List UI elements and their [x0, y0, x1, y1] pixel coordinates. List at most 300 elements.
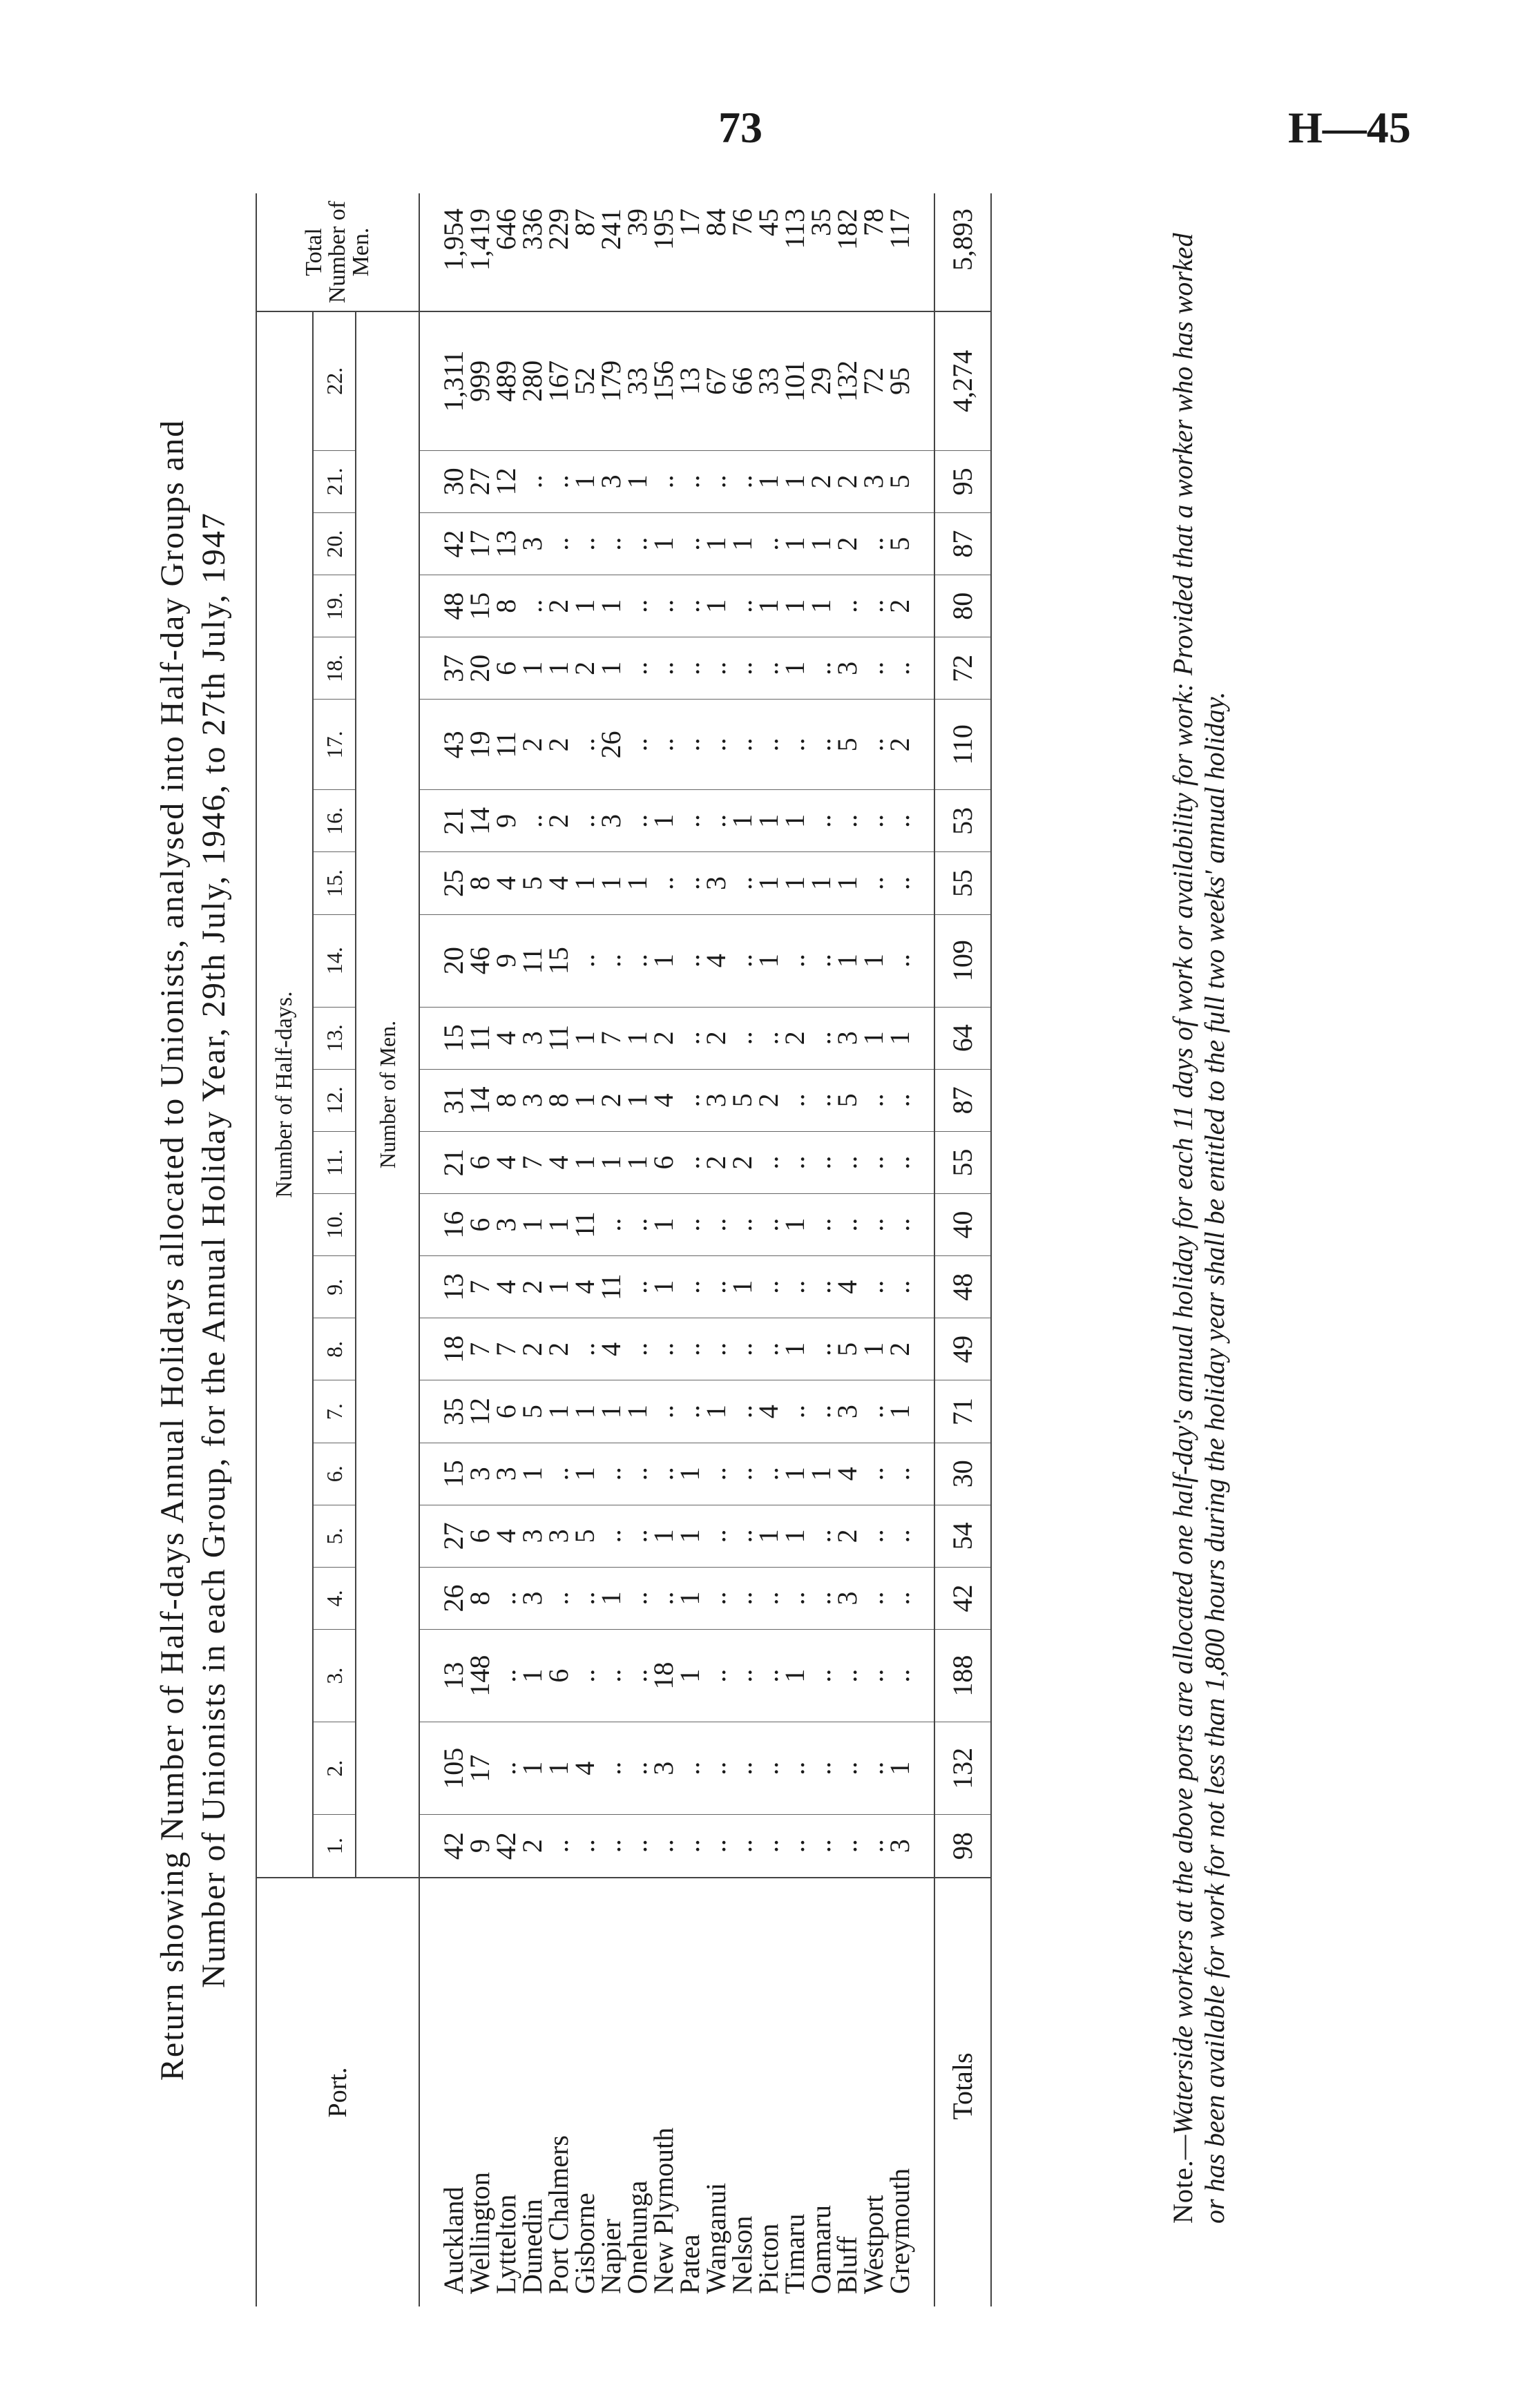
table-cell: 1: [782, 1630, 808, 1722]
table-cell: ..: [598, 1815, 624, 1878]
table-cell: ..: [861, 1630, 887, 1722]
table-cell: 2: [808, 450, 834, 512]
row-total: 117: [887, 193, 934, 311]
table-cell: 5: [887, 450, 934, 512]
table-cell: 4: [572, 1256, 598, 1318]
table-cell: ..: [808, 1069, 834, 1131]
table-cell: 7: [493, 1318, 519, 1380]
table-cell: 1: [598, 1380, 624, 1443]
table-cell: ..: [834, 1194, 861, 1256]
table-cell: 1: [651, 790, 677, 852]
table-row: [598, 193, 624, 2306]
table-cell: 105: [419, 1722, 467, 1815]
table-cell: 2: [756, 1069, 782, 1131]
table-cell: ..: [624, 637, 651, 700]
port-name: Wanganui: [703, 1878, 729, 2306]
table-cell: ..: [493, 1567, 519, 1629]
table-cell: 5: [519, 852, 546, 914]
table-cell: 1: [756, 575, 782, 637]
table-cell: 1: [572, 575, 598, 637]
men-header: Number of Men.: [356, 311, 419, 1878]
table-cell: ..: [703, 1567, 729, 1629]
table-cell: ..: [703, 1256, 729, 1318]
table-cell: ..: [861, 512, 887, 575]
table-cell: ..: [756, 1256, 782, 1318]
table-cell: 20: [467, 637, 493, 700]
table-cell: 6: [546, 1630, 572, 1722]
table-cell: 26: [598, 700, 624, 790]
table-cell: 1: [834, 852, 861, 914]
page-reference: H—45: [1288, 103, 1411, 152]
table-cell: 67: [703, 311, 729, 450]
table-cell: ..: [729, 1194, 756, 1256]
table-cell: 1: [546, 1256, 572, 1318]
table-cell: 11: [598, 1256, 624, 1318]
table-cell: 1: [598, 1131, 624, 1193]
table-cell: ..: [624, 512, 651, 575]
total-cell: 64: [934, 1007, 991, 1069]
table-cell: ..: [624, 575, 651, 637]
table-cell: ..: [703, 790, 729, 852]
table-cell: 11: [493, 700, 519, 790]
table-cell: 179: [598, 311, 624, 450]
table-row: [519, 193, 546, 2306]
port-name: Patea: [677, 1878, 703, 2306]
table-cell: ..: [572, 1815, 598, 1878]
table-cell: 2: [546, 700, 572, 790]
table-cell: ..: [546, 1567, 572, 1629]
table-cell: 6: [493, 1380, 519, 1443]
table-cell: ..: [782, 1815, 808, 1878]
table-cell: 148: [467, 1630, 493, 1722]
table-cell: ..: [887, 1256, 934, 1318]
table-cell: 46: [467, 914, 493, 1007]
table-cell: 5: [729, 1069, 756, 1131]
table-cell: 14: [467, 1069, 493, 1131]
table-cell: ..: [703, 1443, 729, 1505]
table-cell: 8: [467, 1567, 493, 1629]
table-cell: ..: [729, 637, 756, 700]
table-cell: 2: [834, 1505, 861, 1567]
table-cell: 1: [546, 1194, 572, 1256]
row-total: 76: [729, 193, 756, 311]
table-cell: ..: [861, 1256, 887, 1318]
table-cell: ..: [729, 700, 756, 790]
total-cell: 4,274: [934, 311, 991, 450]
total-cell: 109: [934, 914, 991, 1007]
table-cell: 33: [624, 311, 651, 450]
table-cell: 4: [598, 1318, 624, 1380]
column-header: 2.: [313, 1722, 356, 1815]
column-header: 14.: [313, 914, 356, 1007]
table-cell: 8: [467, 852, 493, 914]
total-cell: 55: [934, 1131, 991, 1193]
table-cell: 26: [419, 1567, 467, 1629]
table-cell: 1: [756, 914, 782, 1007]
grand-total: 5,893: [934, 193, 991, 311]
note-text: —Waterside workers at the above ports are allocated one half-day's annual holiday for each 11 days of work or availability for work: Provided that a worker who has worked or has been available for work for not less than 1,800 hours during the holiday year shall be entitled to the full two weeks' annual holiday.: [1167, 233, 1230, 2224]
column-header: 6.: [313, 1443, 356, 1505]
table-cell: 14: [467, 790, 493, 852]
table-cell: ..: [729, 914, 756, 1007]
table-cell: ..: [677, 1815, 703, 1878]
table-cell: 2: [519, 1256, 546, 1318]
table-cell: 27: [467, 450, 493, 512]
table-cell: ..: [677, 637, 703, 700]
table-cell: ..: [861, 790, 887, 852]
table-cell: 21: [419, 1131, 467, 1193]
table-cell: 1: [808, 1443, 834, 1505]
total-cell: 132: [934, 1722, 991, 1815]
column-header: 19.: [313, 575, 356, 637]
table-cell: ..: [808, 1256, 834, 1318]
table-cell: 101: [782, 311, 808, 450]
table-cell: ..: [624, 1630, 651, 1722]
table-cell: 20: [419, 914, 467, 1007]
table-cell: 5: [887, 512, 934, 575]
table-cell: ..: [756, 1194, 782, 1256]
table-cell: 13: [493, 512, 519, 575]
column-header: 1.: [313, 1815, 356, 1878]
table-cell: ..: [677, 914, 703, 1007]
column-header: 4.: [313, 1567, 356, 1629]
table-cell: ..: [834, 1815, 861, 1878]
table-cell: ..: [756, 1443, 782, 1505]
table-cell: ..: [572, 1630, 598, 1722]
table-cell: ..: [519, 575, 546, 637]
row-total: 1,954: [419, 193, 467, 311]
table-cell: 1: [598, 1567, 624, 1629]
table-cell: 7: [467, 1256, 493, 1318]
table-cell: 280: [519, 311, 546, 450]
table-cell: 3: [493, 1194, 519, 1256]
table-cell: ..: [729, 1380, 756, 1443]
table-cell: 3: [651, 1722, 677, 1815]
rotated-table-sheet: [152, 193, 1285, 2306]
table-cell: ..: [624, 1443, 651, 1505]
table-cell: 95: [887, 311, 934, 450]
port-name: Gisborne: [572, 1878, 598, 2306]
table-cell: ..: [861, 1815, 887, 1878]
table-cell: ..: [572, 914, 598, 1007]
note-label: Note.: [1167, 2159, 1198, 2224]
row-total: 45: [756, 193, 782, 311]
table-cell: 3: [519, 1069, 546, 1131]
table-row: [782, 193, 808, 2306]
total-cell: 110: [934, 700, 991, 790]
table-cell: 1: [598, 852, 624, 914]
total-cell: 30: [934, 1443, 991, 1505]
table-cell: ..: [651, 450, 677, 512]
total-cell: 87: [934, 512, 991, 575]
table-cell: 2: [519, 700, 546, 790]
footnote: [1167, 221, 1231, 2224]
table-cell: 42: [419, 512, 467, 575]
table-cell: ..: [756, 700, 782, 790]
table-cell: 1: [572, 1131, 598, 1193]
table-cell: 1: [808, 512, 834, 575]
table-cell: 15: [467, 575, 493, 637]
table-cell: ..: [624, 1194, 651, 1256]
total-cell: 80: [934, 575, 991, 637]
table-cell: ..: [651, 1380, 677, 1443]
table-cell: 6: [467, 1505, 493, 1567]
table-cell: ..: [677, 1318, 703, 1380]
title-line-2: Number of Unionists in each Group, for the Annual Holiday Year, 29th July, 1946, to 27th July, 1947: [195, 512, 232, 1988]
table-cell: ..: [887, 1630, 934, 1722]
table-cell: ..: [677, 512, 703, 575]
table-cell: 1: [782, 1318, 808, 1380]
table-cell: ..: [782, 1722, 808, 1815]
table-cell: 30: [419, 450, 467, 512]
table-cell: ..: [572, 700, 598, 790]
table-cell: ..: [598, 512, 624, 575]
table-cell: 1: [624, 1007, 651, 1069]
table-cell: 2: [887, 1318, 934, 1380]
table-cell: ..: [756, 1722, 782, 1815]
table-cell: ..: [887, 637, 934, 700]
table-cell: 2: [887, 700, 934, 790]
table-cell: 2: [729, 1131, 756, 1193]
row-total: 39: [624, 193, 651, 311]
table-cell: 1: [756, 790, 782, 852]
table-cell: 1: [624, 1131, 651, 1193]
total-cell: 188: [934, 1630, 991, 1722]
table-cell: 3: [493, 1443, 519, 1505]
port-name: Dunedin: [519, 1878, 546, 2306]
table-row: [493, 193, 519, 2306]
table-cell: 1: [782, 575, 808, 637]
table-cell: 11: [546, 1007, 572, 1069]
table-cell: 489: [493, 311, 519, 450]
table-cell: ..: [808, 700, 834, 790]
table-cell: 37: [419, 637, 467, 700]
table-cell: 19: [467, 700, 493, 790]
table-cell: 5: [834, 1069, 861, 1131]
table-cell: 1: [834, 914, 861, 1007]
table-cell: 1: [729, 790, 756, 852]
total-cell: 72: [934, 637, 991, 700]
table-cell: 1: [703, 1380, 729, 1443]
totals-label: Totals: [934, 1878, 991, 2306]
table-cell: 7: [598, 1007, 624, 1069]
table-cell: 4: [493, 1256, 519, 1318]
table-cell: ..: [887, 790, 934, 852]
table-cell: 72: [861, 311, 887, 450]
table-cell: 1: [677, 1443, 703, 1505]
table-cell: 1: [572, 1443, 598, 1505]
table-cell: 3: [519, 1505, 546, 1567]
table-cell: ..: [861, 1131, 887, 1193]
table-cell: 1: [887, 1007, 934, 1069]
column-header: 21.: [313, 450, 356, 512]
column-header: 22.: [313, 311, 356, 450]
table-cell: 3: [861, 450, 887, 512]
table-cell: ..: [861, 1380, 887, 1443]
table-cell: ..: [729, 1630, 756, 1722]
table-cell: ..: [677, 1380, 703, 1443]
table-cell: ..: [546, 1815, 572, 1878]
table-cell: ..: [887, 1131, 934, 1193]
table-cell: ..: [651, 1567, 677, 1629]
table-cell: ..: [703, 1722, 729, 1815]
table-cell: 3: [703, 852, 729, 914]
row-total: 336: [519, 193, 546, 311]
port-name: Lyttelton: [493, 1878, 519, 2306]
table-cell: 2: [703, 1131, 729, 1193]
table-cell: 5: [834, 700, 861, 790]
table-cell: ..: [624, 790, 651, 852]
table-cell: ..: [572, 1318, 598, 1380]
table-cell: 11: [572, 1194, 598, 1256]
table-cell: ..: [729, 450, 756, 512]
table-cell: 6: [493, 637, 519, 700]
row-total: 17: [677, 193, 703, 311]
table-row: [887, 193, 934, 2306]
port-name: Auckland: [419, 1878, 467, 2306]
table-cell: 13: [419, 1630, 467, 1722]
table-cell: 1: [782, 790, 808, 852]
table-cell: 1: [572, 1069, 598, 1131]
table-cell: ..: [808, 790, 834, 852]
table-cell: ..: [756, 512, 782, 575]
row-total: 182: [834, 193, 861, 311]
column-header: 5.: [313, 1505, 356, 1567]
table-cell: ..: [861, 852, 887, 914]
table-cell: ..: [861, 637, 887, 700]
table-row: [572, 193, 598, 2306]
table-cell: ..: [651, 575, 677, 637]
table-cell: ..: [598, 1722, 624, 1815]
table-cell: ..: [861, 1722, 887, 1815]
table-cell: 4: [651, 1069, 677, 1131]
table-cell: 52: [572, 311, 598, 450]
table-cell: ..: [519, 450, 546, 512]
table-cell: ..: [861, 1567, 887, 1629]
table-cell: ..: [782, 1567, 808, 1629]
table-cell: 6: [467, 1131, 493, 1193]
table-cell: 1: [624, 1380, 651, 1443]
table-cell: 167: [546, 311, 572, 450]
table-cell: 17: [467, 1722, 493, 1815]
port-name: Wellington: [467, 1878, 493, 2306]
table-cell: 8: [493, 575, 519, 637]
table-cell: ..: [808, 1567, 834, 1629]
return-table: [256, 193, 992, 2306]
table-cell: ..: [651, 637, 677, 700]
table-cell: 3: [467, 1443, 493, 1505]
table-cell: 1: [782, 1505, 808, 1567]
column-header: 9.: [313, 1256, 356, 1318]
table-cell: 2: [651, 1007, 677, 1069]
table-cell: 1: [624, 450, 651, 512]
row-total: 84: [703, 193, 729, 311]
table-cell: 4: [834, 1256, 861, 1318]
column-header: 16.: [313, 790, 356, 852]
table-cell: ..: [624, 1815, 651, 1878]
table-cell: 3: [598, 450, 624, 512]
table-cell: 3: [834, 1567, 861, 1629]
table-cell: 1: [651, 1505, 677, 1567]
table-cell: 2: [546, 790, 572, 852]
table-cell: 35: [419, 1380, 467, 1443]
table-cell: ..: [624, 1505, 651, 1567]
table-cell: ..: [808, 1131, 834, 1193]
table-cell: ..: [651, 1318, 677, 1380]
total-cell: 49: [934, 1318, 991, 1380]
title-line-1: Return showing Number of Half-days Annual Holidays allocated to Unionists, analysed into Half-day Groups and: [154, 418, 191, 2081]
column-header: 15.: [313, 852, 356, 914]
table-cell: ..: [782, 1131, 808, 1193]
table-cell: 9: [493, 914, 519, 1007]
table-cell: 18: [419, 1318, 467, 1380]
table-cell: ..: [677, 1194, 703, 1256]
table-cell: 4: [493, 1131, 519, 1193]
table-cell: 1: [677, 1630, 703, 1722]
table-cell: ..: [729, 1318, 756, 1380]
total-cell: 71: [934, 1380, 991, 1443]
table-cell: ..: [808, 1630, 834, 1722]
table-cell: 11: [467, 1007, 493, 1069]
table-cell: 1: [572, 450, 598, 512]
total-cell: 54: [934, 1505, 991, 1567]
table-cell: 1: [756, 1505, 782, 1567]
table-cell: ..: [834, 1722, 861, 1815]
table-cell: ..: [808, 914, 834, 1007]
table-cell: ..: [887, 1443, 934, 1505]
table-row: [624, 193, 651, 2306]
table-cell: 1: [677, 1505, 703, 1567]
table-cell: 3: [834, 1007, 861, 1069]
table-cell: 1: [651, 512, 677, 575]
table-cell: 48: [419, 575, 467, 637]
table-cell: 1: [782, 450, 808, 512]
table-cell: 7: [519, 1131, 546, 1193]
table-cell: ..: [861, 1505, 887, 1567]
column-header: 7.: [313, 1380, 356, 1443]
table-cell: 1: [782, 1443, 808, 1505]
table-cell: 3: [546, 1505, 572, 1567]
table-row: [651, 193, 677, 2306]
table-cell: 1: [756, 852, 782, 914]
port-name: Westport: [861, 1878, 887, 2306]
table-cell: 4: [493, 1007, 519, 1069]
table-cell: 1: [861, 1318, 887, 1380]
table-cell: ..: [598, 1505, 624, 1567]
table-cell: ..: [808, 1007, 834, 1069]
column-header: 12.: [313, 1069, 356, 1131]
table-cell: ..: [677, 700, 703, 790]
table-row: [419, 193, 467, 2306]
row-total: 1,419: [467, 193, 493, 311]
table-cell: ..: [756, 1815, 782, 1878]
table-cell: 1: [624, 1069, 651, 1131]
table-cell: ..: [861, 1443, 887, 1505]
table-cell: ..: [782, 1256, 808, 1318]
table-cell: ..: [546, 450, 572, 512]
table-cell: ..: [493, 1630, 519, 1722]
table-cell: 1: [808, 852, 834, 914]
port-name: Napier: [598, 1878, 624, 2306]
table-cell: ..: [756, 1318, 782, 1380]
port-name: New Plymouth: [651, 1878, 677, 2306]
table-cell: 1: [861, 914, 887, 1007]
port-name: Picton: [756, 1878, 782, 2306]
port-name: Port Chalmers: [546, 1878, 572, 2306]
table-cell: ..: [598, 1194, 624, 1256]
table-cell: ..: [624, 700, 651, 790]
table-cell: 2: [598, 1069, 624, 1131]
